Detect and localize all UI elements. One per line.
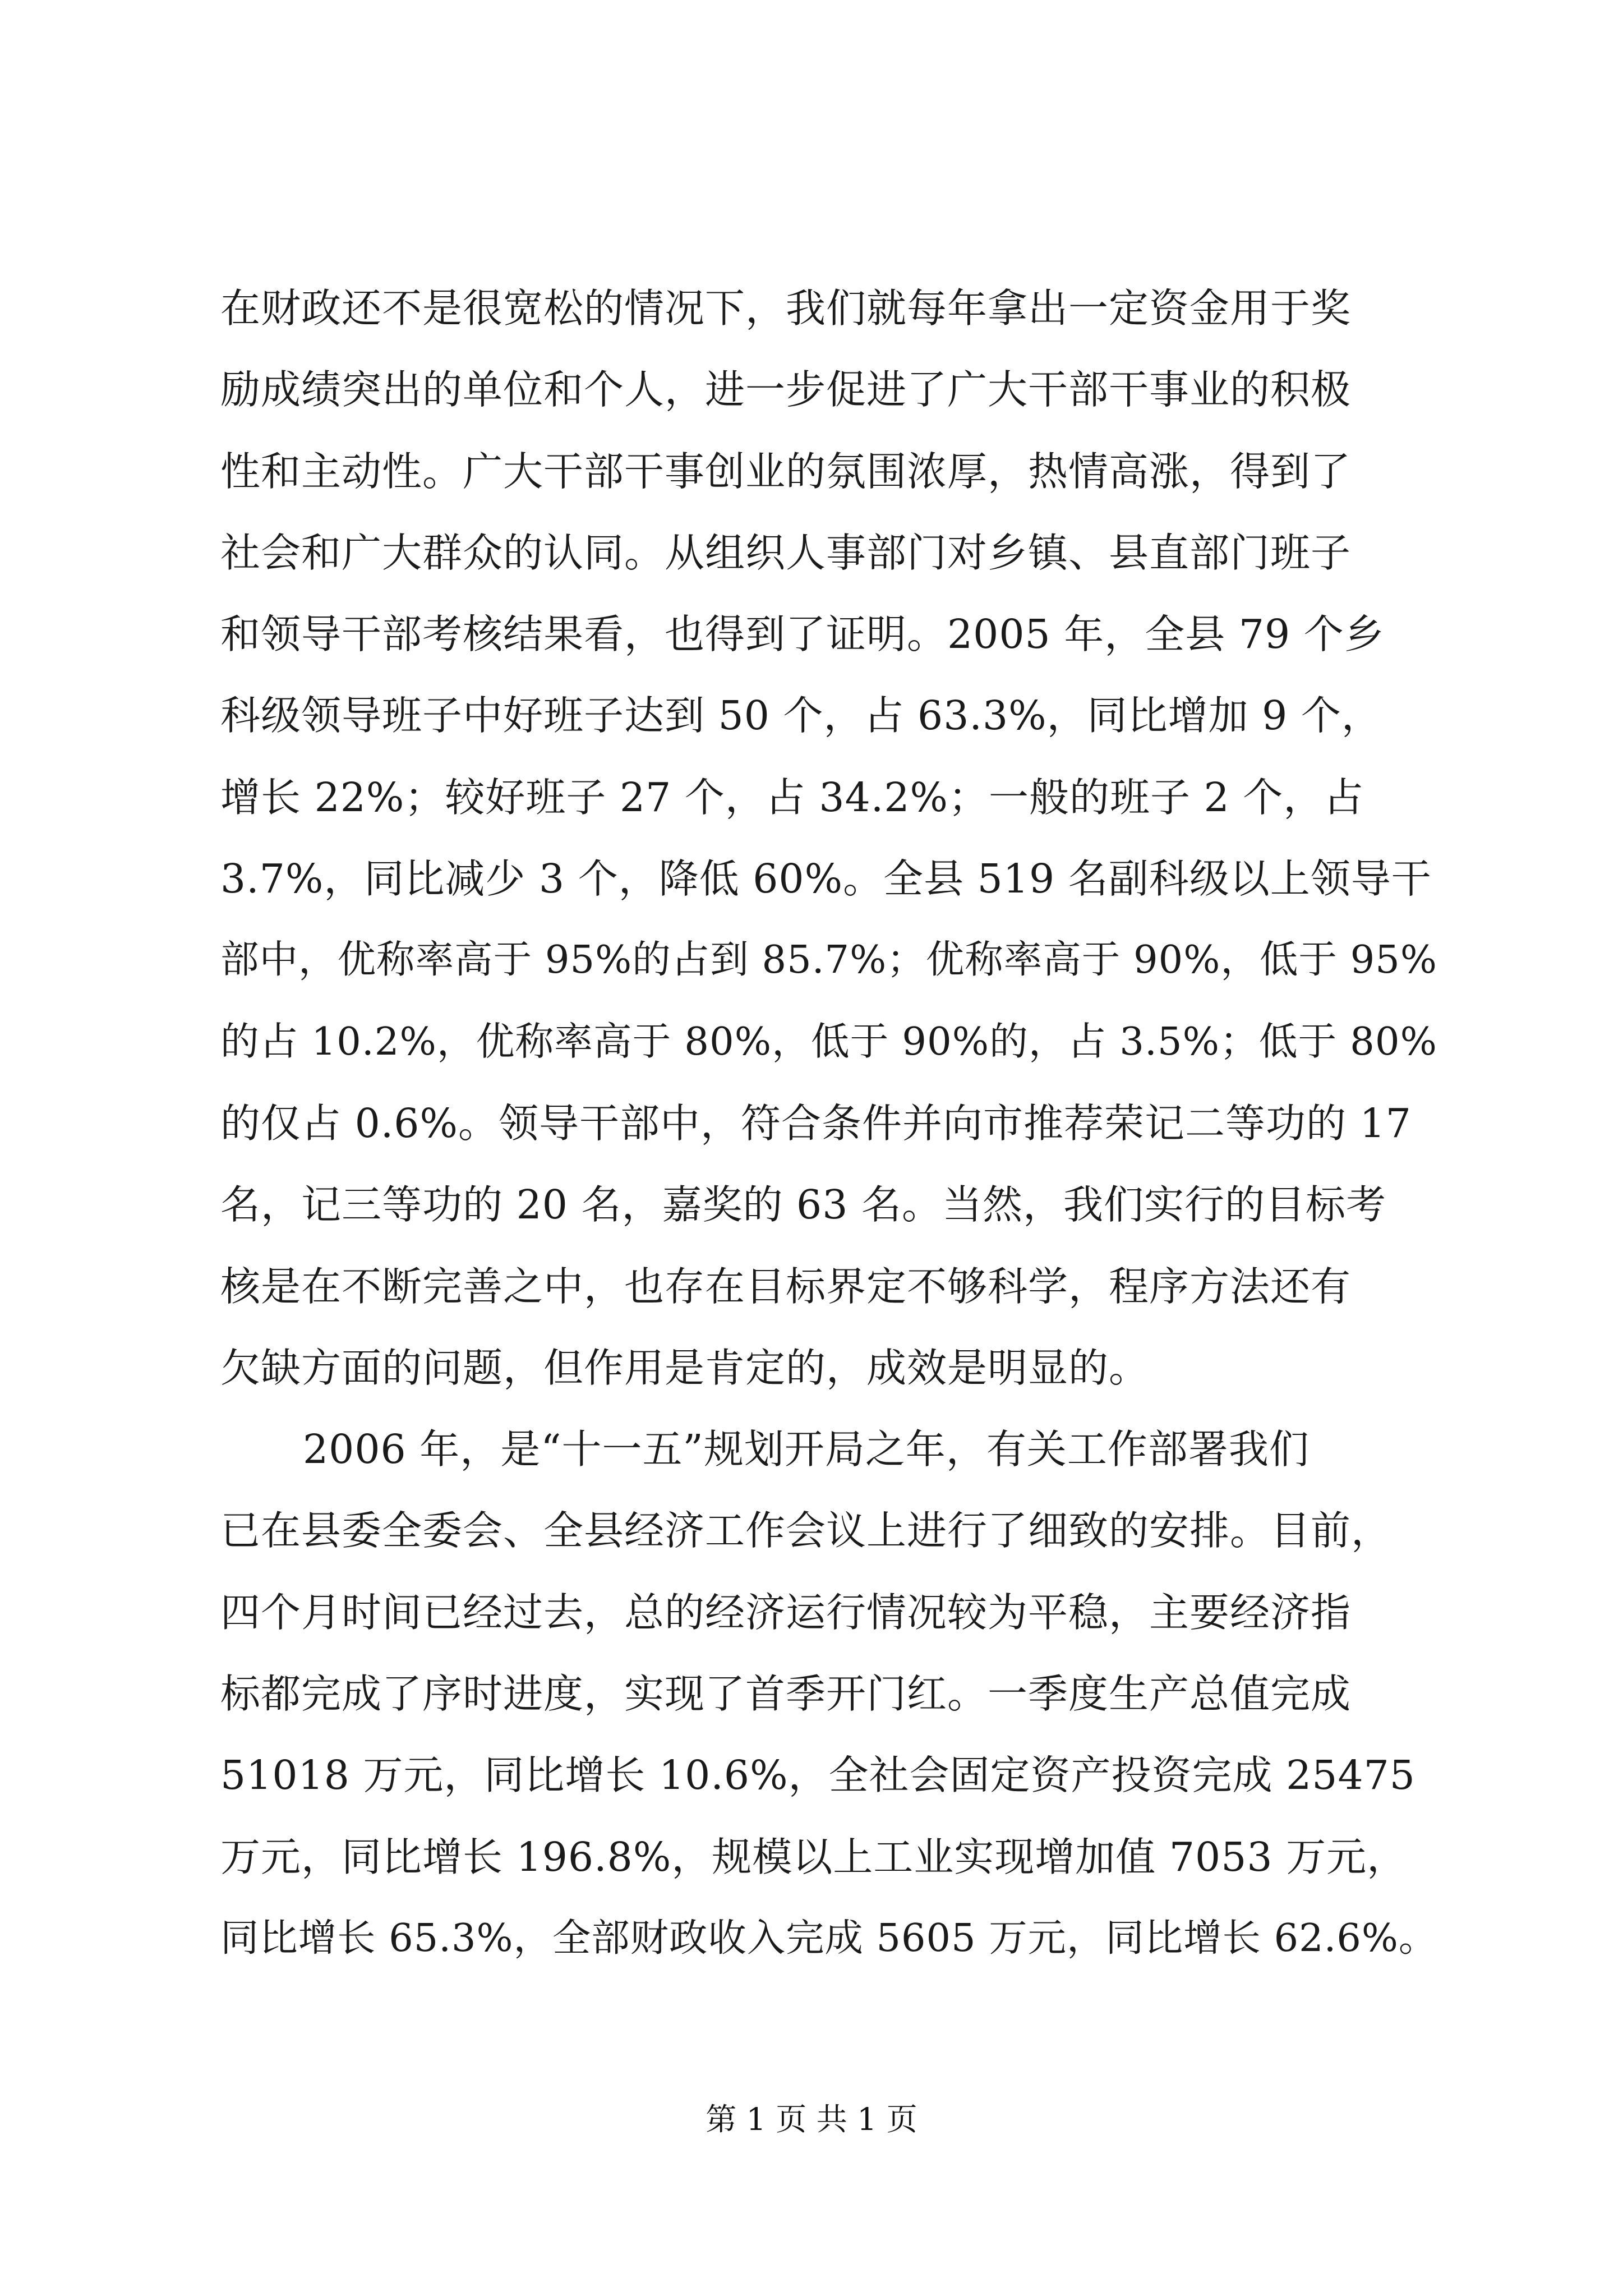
text-line: 增长 22%；较好班子 27 个，占 34.2%；一般的班子 2 个，占 [220,774,1364,821]
text-line: 3.7%，同比减少 3 个，降低 60%。全县 519 名副科级以上领导干 [220,855,1432,903]
text-line: 核是在不断完善之中，也存在目标界定不够科学，程序方法还有 [220,1263,1352,1310]
text-line: 的占 10.2%，优称率高于 80%，低于 90%的，占 3.5%；低于 80% [220,1019,1437,1064]
page-footer: 第 1 页 共 1 页 [706,2101,917,2137]
text-line: 科级领导班子中好班子达到 50 个，占 63.3%，同比增加 9 个， [220,692,1382,739]
text-line: 在财政还不是很宽松的情况下，我们就每年拿出一定资金用于奖 [220,285,1352,332]
body-text [220,268,1443,1979]
text-line: 欠缺方面的问题，但作用是肯定的，成效是明显的。 [220,1344,1150,1391]
text-line: 性和主动性。广大干部干事创业的氛围浓厚，热情高涨，得到了 [220,448,1352,495]
text-line: 名，记三等功的 20 名，嘉奖的 63 名。当然，我们实行的目标考 [220,1181,1386,1228]
text-line: 四个月时间已经过去，总的经济运行情况较为平稳，主要经济指 [220,1589,1352,1636]
text-line: 万元，同比增长 196.8%，规模以上工业实现增加值 7053 万元， [220,1833,1408,1880]
text-line: 标都完成了序时进度，实现了首季开门红。一季度生产总值完成 [220,1671,1352,1718]
text-line: 已在县委全委会、全县经济工作会议上进行了细致的安排。目前， [220,1507,1392,1554]
text-line: 社会和广大群众的认同。从组织人事部门对乡镇、县直部门班子 [220,529,1352,576]
text-line: 部中，优称率高于 95%的占到 85.7%；优称率高于 90%，低于 95% [220,937,1437,983]
paragraph-start-line: 2006 年，是“十一五”规划开局之年，有关工作部署我们 [303,1426,1310,1473]
text-line: 51018 万元，同比增长 10.6%，全社会固定资产投资完成 25475 [220,1752,1415,1799]
text-line: 同比增长 65.3%，全部财政收入完成 5605 万元，同比增长 62.6%。 [220,1916,1438,1961]
text-line: 和领导干部考核结果看，也得到了证明。2005 年，全县 79 个乡 [220,611,1385,658]
text-line: 的仅占 0.6%。领导干部中，符合条件并向市推荐荣记二等功的 17 [220,1099,1412,1147]
text-line: 励成绩突出的单位和个人，进一步促进了广大干部干事业的积极 [220,366,1352,413]
